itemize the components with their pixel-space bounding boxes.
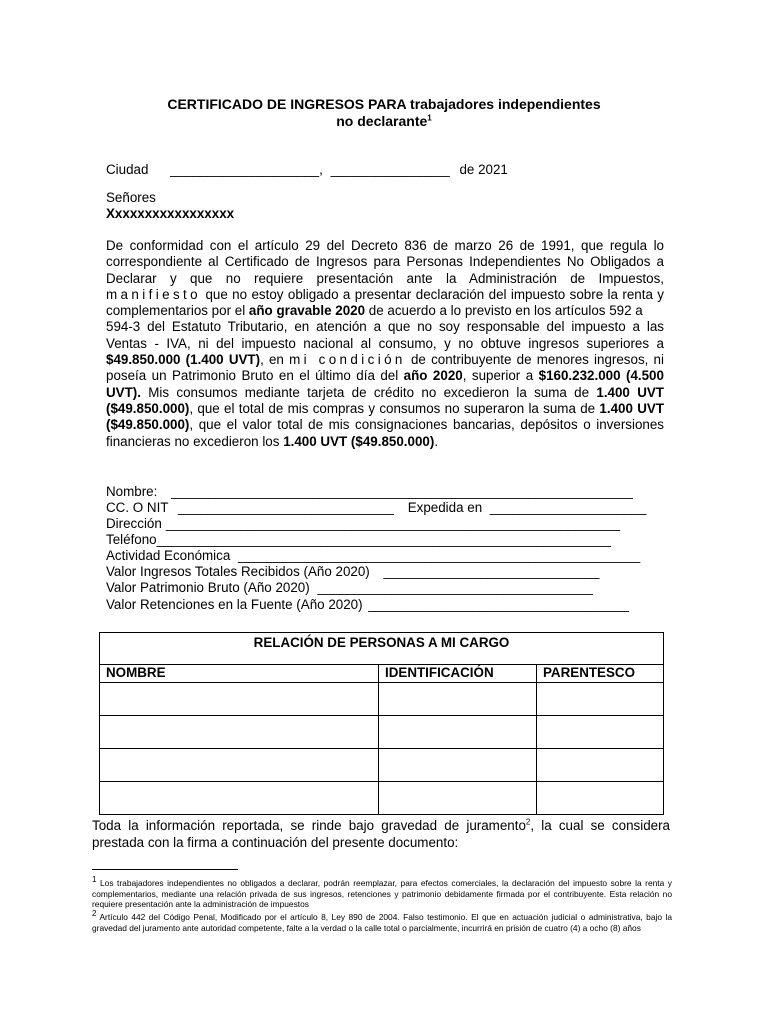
field-ingresos: [106, 564, 599, 579]
dependents-table: [99, 632, 664, 815]
field-retenciones-label: Valor Retenciones en la Fuente (Año 2020): [106, 597, 363, 612]
p1-text-b: que no estoy obligado a presentar declaración del impuesto sobre la renta y complementarios por el: [106, 286, 664, 319]
field-patrimonio-label: Valor Patrimonio Bruto (Año 2020): [106, 580, 310, 595]
table-title: RELACIÓN DE PERSONAS A MI CARGO: [100, 633, 664, 665]
footnote-1: [92, 875, 672, 910]
field-cc-blank[interactable]: _____________________________: [177, 500, 394, 515]
p2-amount-5: 1.400 UVT ($49.850.000): [283, 433, 435, 449]
field-patrimonio: [106, 580, 593, 595]
footnote-divider: [92, 869, 238, 870]
p2-text-h: .: [434, 433, 439, 449]
p1-text-c: de acuerdo a lo previsto en los artículos 592 a: [368, 303, 643, 319]
subtitle-text: no declarante: [336, 113, 428, 129]
paragraph-2: [106, 319, 664, 449]
p1-text-a: De conformidad con el artículo 29 del Decreto 836 de marzo 26 de 1991, que regula lo correspondiente al Certificado de Ingresos para Personas Independientes No Obligados a Declarar y que no requiere presentación ante la Administración de Impuestos,: [106, 238, 664, 286]
field-expedida-blank[interactable]: _____________________: [489, 500, 647, 515]
field-nombre: [106, 484, 633, 499]
closing-statement: [92, 818, 670, 851]
field-ingresos-blank[interactable]: _____________________________: [383, 564, 600, 579]
table-cell[interactable]: [537, 782, 664, 815]
p2-text-c: de contribuyente de menores ingresos, ni poseía un Patrimonio Bruto en el último día del: [106, 352, 664, 384]
field-telefono-label: Teléfono: [106, 532, 157, 547]
p2-amount-1: $49.850.000 (1.400 UVT): [106, 352, 261, 368]
col-header-parentesco: PARENTESCO: [537, 665, 664, 683]
field-patrimonio-blank[interactable]: _____________________________________: [317, 580, 593, 595]
p2-text-e: Mis consumos mediante tarjeta de crédito no excedieron la suma de: [148, 384, 590, 400]
p1-manifiesto: manifiesto: [106, 286, 202, 302]
table-cell[interactable]: [379, 716, 537, 749]
field-direccion-blank[interactable]: _____________________________________________________________: [165, 516, 621, 531]
recipient-name: Xxxxxxxxxxxxxxxxx: [106, 206, 235, 221]
field-ingresos-label: Valor Ingresos Totales Recibidos (Año 2020): [106, 564, 370, 579]
date-year: de 2021: [459, 162, 508, 177]
table-cell[interactable]: [379, 683, 537, 716]
paragraph-1: [106, 238, 664, 319]
footnote-1-text: Los trabajadores independientes no obligados a declarar, podrán reemplazar, para efectos comerciales, la declaración del impuesto sobre la renta y complementarios, mediante una relación privada de sus ingresos, retenciones y patrimonio debidamente firmada por el contribuyente. Esta relación no requiere presentación ante la administración de impuestos: [92, 878, 672, 910]
body-text: [106, 238, 664, 450]
p2-amount-3: 1.400 UVT ($49.850.000): [106, 384, 664, 416]
city-line: [106, 162, 508, 177]
city-label: Ciudad: [106, 162, 149, 177]
document-title: CERTIFICADO DE INGRESOS PARA trabajadores independientes: [167, 96, 601, 112]
p2-text-d: , superior a: [462, 368, 534, 384]
p2-text-a: 594-3 del Estatuto Tributario, en atención a que no soy responsable del impuesto a las Ventas - IVA, ni del impuesto nacional al consumo, y no obtuve ingresos superiores a: [106, 319, 664, 351]
field-cc: [106, 500, 646, 515]
field-nombre-label: Nombre:: [106, 484, 158, 499]
table-row: [100, 683, 664, 716]
table-cell[interactable]: [379, 749, 537, 782]
field-actividad: [106, 548, 640, 563]
date-blank: ________________: [330, 162, 450, 177]
table-cell[interactable]: [100, 683, 379, 716]
field-expedida-label: Expedida en: [407, 500, 483, 515]
col-header-nombre: NOMBRE: [100, 665, 379, 683]
table-cell[interactable]: [537, 749, 664, 782]
footnote-2: [92, 909, 672, 933]
footnote-ref-1: 1: [427, 113, 432, 123]
field-direccion: [106, 516, 620, 531]
city-blank: ____________________,: [170, 162, 323, 177]
p2-amount-4: 1.400 UVT ($49.850.000): [106, 400, 665, 433]
field-actividad-label: Actividad Económica: [106, 548, 231, 563]
table-cell[interactable]: [100, 782, 379, 815]
footnote-1-number: 1: [92, 875, 97, 885]
p2-condicion: mi condición: [289, 352, 406, 368]
field-nombre-blank[interactable]: ______________________________________________________________: [171, 484, 633, 499]
footnote-2-number: 2: [92, 909, 97, 919]
field-actividad-blank[interactable]: ______________________________________________________: [238, 548, 641, 563]
salutation: Señores: [106, 190, 156, 205]
footnote-2-text: Artículo 442 del Código Penal, Modificado por el artículo 8, Ley 890 de 2004. Falso testimonio. El que en actuación judicial o administrativa, bajo la gravedad del juramento ante autoridad competente, falte a la verdad o la calle total o parcialmente, incurrirá en prisión de cuatro (4) a ocho (8) años: [92, 912, 672, 933]
field-telefono: [106, 532, 611, 547]
table-row: [100, 782, 664, 815]
field-retenciones-blank[interactable]: ___________________________________: [368, 597, 629, 612]
table-row: [100, 716, 664, 749]
p1-year: año gravable 2020: [248, 303, 366, 319]
closing-text-b: , la cual se considera prestada con la firma a continuación del presente documento:: [92, 818, 670, 850]
p2-year: año 2020: [403, 368, 463, 384]
table-cell[interactable]: [100, 749, 379, 782]
field-cc-label: CC. O NIT: [106, 500, 169, 515]
closing-text-a: Toda la información reportada, se rinde bajo gravedad de juramento: [92, 818, 526, 833]
footnote-ref-2: 2: [525, 817, 531, 827]
field-retenciones: [106, 597, 629, 612]
table-cell[interactable]: [537, 716, 664, 749]
p2-amount-2: $160.232.000 (4.500 UVT).: [106, 368, 664, 400]
p2-text-g: , que el valor total de mis consignaciones bancarias, depósitos o inversiones financieras no excedieron los: [106, 417, 664, 449]
document-subtitle: [0, 113, 768, 129]
p2-text-b: , en: [260, 352, 284, 368]
table-row: [100, 749, 664, 782]
table-cell[interactable]: [379, 782, 537, 815]
table-cell[interactable]: [100, 716, 379, 749]
table-cell[interactable]: [537, 683, 664, 716]
col-header-identificacion: IDENTIFICACIÓN: [379, 665, 537, 683]
field-direccion-label: Dirección: [106, 516, 162, 531]
field-telefono-blank[interactable]: _____________________________________________________________: [156, 532, 611, 547]
p2-text-f: , que el total de mis compras y consumos no superaron la suma de: [189, 400, 596, 416]
